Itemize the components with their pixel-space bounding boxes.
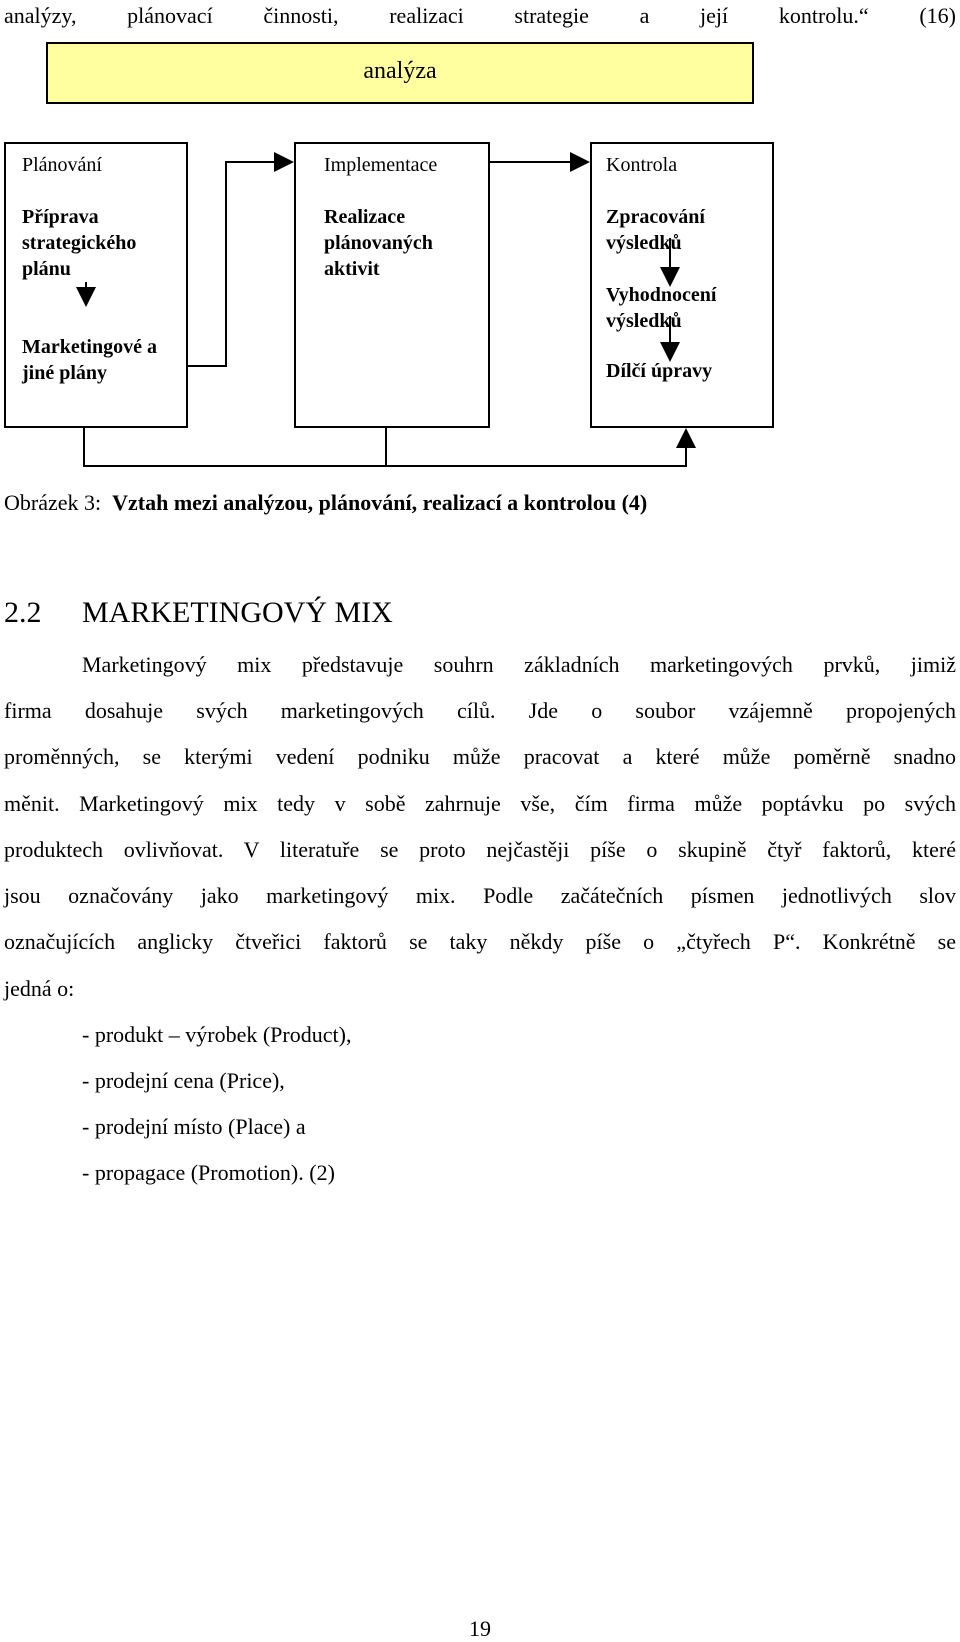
caption-title: Vztah mezi analýzou, plánování, realizací a kontrolou (4): [112, 490, 648, 515]
planning-step-1: Příprava strategického plánu: [22, 206, 137, 280]
list-item: - prodejní místo (Place) a: [82, 1114, 306, 1139]
paragraph-line-2: firma dosahuje svých marketingových cílů. Jde o soubor vzájemně propojených: [4, 698, 956, 723]
implementation-header: Implementace: [324, 154, 438, 176]
paragraph-line-3: proměnných, se kterými vedení podniku může pracovat a které může poměrně snadno: [4, 744, 956, 769]
control-step-2: Vyhodnocení výsledků: [606, 284, 717, 332]
control-step-1: Zpracování výsledků: [606, 206, 705, 254]
list-item: - produkt – výrobek (Product),: [82, 1022, 352, 1047]
planning-header: Plánování: [22, 154, 102, 176]
analysis-label: analýza: [363, 58, 437, 84]
paragraph-line-1: Marketingový mix představuje souhrn základních marketingových prvků, jimiž: [82, 652, 956, 677]
section-title: MARKETINGOVÝ MIX: [82, 596, 393, 629]
list-item: - propagace (Promotion). (2): [82, 1160, 335, 1185]
section-heading: [4, 596, 393, 630]
diagram-connectors: [0, 0, 960, 480]
section-number: 2.2: [4, 596, 42, 629]
top-text-line: analýzy, plánovací činnosti, realizaci strategie a její kontrolu.“ (16): [4, 3, 956, 28]
paragraph-line-6: jsou označovány jako marketingový mix. Podle začátečních písmen jednotlivých slov: [4, 883, 956, 908]
planning-to-implementation-arrow: [188, 162, 292, 366]
paragraph-line-5: produktech ovlivňovat. V literatuře se proto nejčastěji píše o skupině čtyř faktorů, které: [4, 837, 956, 862]
list-item: - prodejní cena (Price),: [82, 1068, 285, 1093]
caption-prefix: Obrázek 3:: [4, 490, 102, 515]
figure-caption: [4, 490, 647, 516]
planning-step-2: Marketingové a jiné plány: [22, 336, 157, 384]
paragraph-line-7: označujících anglicky čtveřici faktorů se taky někdy píše o „čtyřech P“. Konkrétně se: [4, 929, 956, 954]
control-header: Kontrola: [606, 154, 678, 176]
paragraph-line-8: jedná o:: [4, 976, 75, 1001]
control-step-3: Dílčí úpravy: [606, 360, 713, 382]
implementation-step-1: Realizace plánovaných aktivit: [324, 206, 433, 280]
page-number: 19: [469, 1616, 491, 1641]
paragraph-line-4: měnit. Marketingový mix tedy v sobě zahrnuje vše, čím firma může poptávku po svých: [4, 791, 956, 816]
